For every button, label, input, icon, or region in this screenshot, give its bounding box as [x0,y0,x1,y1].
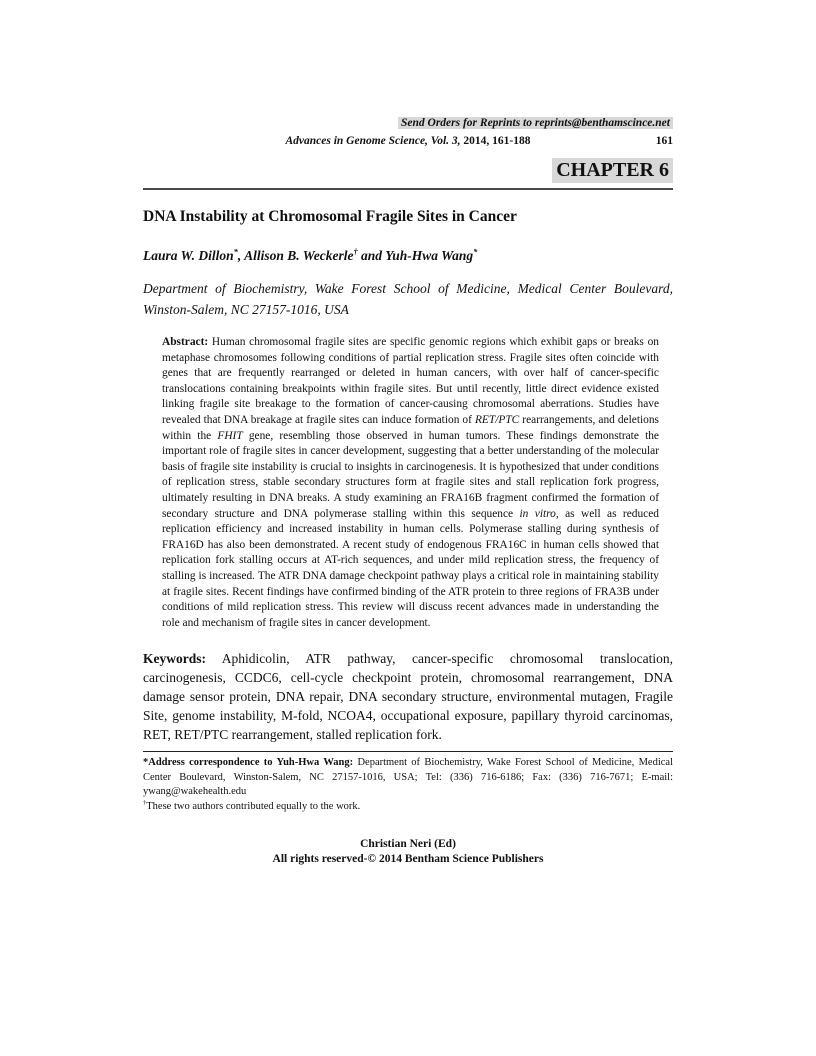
abstract-paragraph [162,335,659,631]
page-number: 161 [655,135,673,147]
keywords-text: Aphidicolin, ATR pathway, cancer-specific chromosomal translocation, carcinogenesis, CCDC6, cell-cycle checkpoint protein, chromosomal rearrangement, DNA damage sensor protein, DNA repair, DNA secondary structure, environmental mutagen, Fragile Site, genome instability, M-fold, NCOA4, occupational exposure, papillary thyroid carcinomas, RET, RET/PTC rearrangement, stalled replication fork. [143,651,673,743]
equal-contribution-footnote [143,800,673,815]
page-content [143,116,673,867]
keywords-label: Keywords: [143,651,206,667]
abstract-label: Abstract: [162,336,209,348]
abstract-text: rearrangements, and deletions within the [162,413,659,442]
author-name: Allison B. Weckerle [244,248,354,263]
abstract-text: gene, resembling those observed in human tumors. These findings demonstrate the important role of fragile sites in cancer development, suggesting that a better understanding of the molecular basis of fragile site instability is crucial to insights in carcinogenesis. It is hypothesized that under conditions of replication stress, stable secondary structures form at fragile sites and stall replication fork progress, ultimately resulting in DNA breaks. A study examining an FRA16B fragment confirmed the formation of secondary structure and DNA polymerase stalling within this sequence [162,429,659,520]
author-affiliation-marker: † [353,247,358,257]
correspondence-label: *Address correspondence to Yuh-Hwa Wang: [143,757,354,769]
author-affiliation-marker: * [233,247,238,257]
correspondence-footnote [143,756,673,800]
authors-line [143,247,673,264]
publisher-block [143,837,673,867]
gene-name-italic: RET/PTC [474,413,520,426]
journal-volume-pages: 2014, 161-188 [460,135,531,147]
equal-contribution-text: These two authors contributed equally to the work. [146,801,361,813]
send-orders-note: Send Orders for Reprints to reprints@benthamscince.net [398,117,673,129]
footnote-divider-rule [143,751,673,752]
gene-name-italic: FHIT [217,429,243,442]
author-separator: , [237,248,245,263]
dagger-marker: † [143,799,147,807]
keywords-paragraph [143,649,673,744]
rights-line: All rights reserved-© 2014 Bentham Science Publishers [272,852,544,865]
journal-title: Advances in Genome Science, Vol. 3, [285,135,461,147]
header-journal-line [143,134,673,149]
abstract-text: , as well as reduced replication efficiency and increased instability in human cells. Polymerase stalling during synthesis of FRA16D has also been demonstrated. A recent study of endogenous FRA16C in human cells showed that replication fork stalling occurs at AT-rich sequences, and under mild replication stress, the frequency of stalling is increased. The ATR DNA damage checkpoint pathway plays a critical role in maintaining stability at fragile sites. Recent findings have confirmed binding of the ATR protein to three regions of FRA3B under conditions of mild replication stress. This review will discuss recent advances made in understanding the role and mechanism of fragile sites in cancer development. [162,507,659,629]
author-name: Laura W. Dillon [143,248,234,263]
correspondence-text: Department of Biochemistry, Wake Forest School of Medicine, Medical Center Boulevard, Winston-Salem, NC 27157-1016, USA; Tel: (336) 716-6186; Fax: (336) 716-7671; E-mail: ywang@wakehealth.edu [143,757,673,798]
editor-line: Christian Neri (Ed) [360,837,456,850]
author-affiliation-marker: * [473,247,478,257]
latin-phrase-italic: in vitro [519,507,556,520]
abstract-text: Human chromosomal fragile sites are specific genomic regions which exhibit gaps or breaks on metaphase chromosomes following conditions of partial replication stress. Fragile sites often coincide with genes that are frequently rearranged or deleted in human cancers, with over half of cancer-specific translocations containing breakpoints within fragile sites. But until recently, little direct evidence existed linking fragile site breakage to the formation of cancer-causing chromosomal aberrations. Studies have revealed that DNA breakage at fragile sites can induce formation of [162,336,659,426]
header-send-orders-line [143,116,673,131]
article-title: DNA Instability at Chromosomal Fragile Sites in Cancer [143,208,517,225]
author-separator: and [357,248,386,263]
header-divider-rule [143,188,673,190]
chapter-heading-row [143,158,673,184]
chapter-heading: CHAPTER 6 [552,158,673,183]
author-name: Yuh-Hwa Wang [385,248,474,263]
affiliation: Department of Biochemistry, Wake Forest School of Medicine, Medical Center Boulevard, Winston-Salem, NC 27157-1016, USA [143,281,673,317]
